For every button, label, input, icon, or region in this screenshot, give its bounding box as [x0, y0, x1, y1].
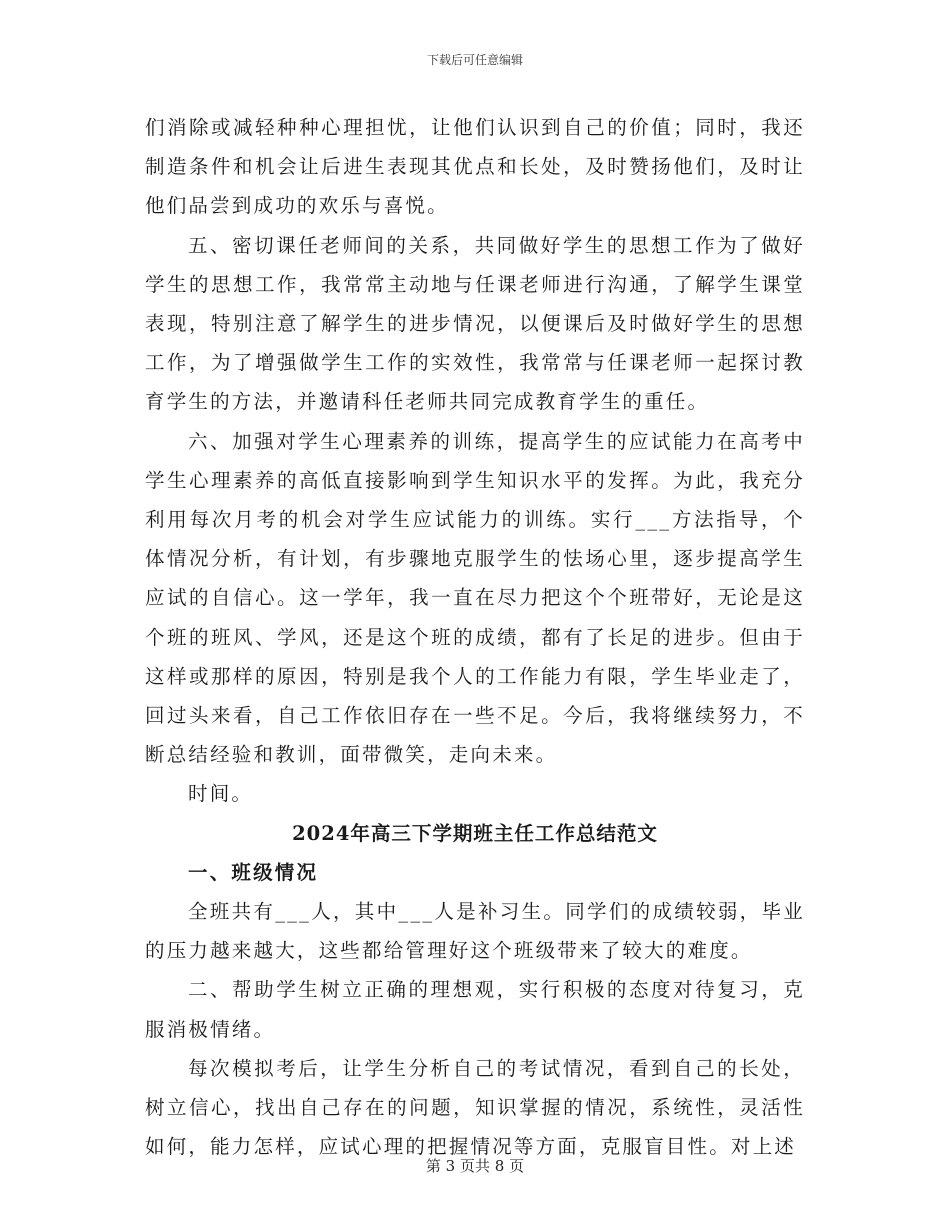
paragraph-continuation: 们消除或减轻种种心理担忧，让他们认识到自己的价值；同时，我还制造条件和机会让后进生表现其优点和长处，及时赞扬他们，及时让他们品尝到成功的欢乐与喜悦。: [145, 116, 805, 218]
document-body: [145, 108, 805, 1166]
page-header: 下载后可任意编辑: [426, 53, 523, 67]
paragraph-section-two: 二、帮助学生树立正确的理想观，实行积极的态度对待复习，克服消极情绪。: [145, 978, 805, 1041]
paragraph-mock-exam: 每次模拟考后，让学生分析自己的考试情况，看到自己的长处，树立信心，找出自己存在的问题，知识掌握的情况，系统性，灵活性如何，能力怎样，应试心理的把握情况等方面，克服盲目性。对上述: [145, 1056, 805, 1159]
document-title: 2024年高三下学期班主任工作总结范文: [292, 821, 658, 845]
paragraph-section-five: 五、密切课任老师间的关系，共同做好学生的思想工作为了做好学生的思想工作，我常常主动地与任课老师进行沟通，了解学生课堂表现，特别注意了解学生的进步情况，以便课后及时做好学生的思想工作，为了增强做学生工作的实效性，我常常与任课老师一起探讨教育学生的方法，并邀请科任老师共同完成教育学生的重任。: [145, 233, 805, 414]
section-heading-class-situation: 一、班级情况: [188, 860, 319, 884]
paragraph-class-info: 全班共有___人，其中___人是补习生。同学们的成绩较弱，毕业的压力越来越大，这些都给管理好这个班级带来了较大的难度。: [145, 900, 805, 963]
paragraph-time: 时间。: [188, 782, 254, 806]
paragraph-section-six: 六、加强对学生心理素养的训练，提高学生的应试能力在高考中学生心理素养的高低直接影响到学生知识水平的发挥。为此，我充分利用每次月考的机会对学生应试能力的训练。实行___方法指导，个体情况分析，有计划，有步骤地克服学生的怯场心里，逐步提高学生应试的自信心。这一学年，我一直在尽力把这个个班带好，无论是这个班的班风、学风，还是这个班的成绩，都有了长足的进步。但由于这样或那样的原因，特别是我个人的工作能力有限，学生毕业走了，回过头来看，自己工作依旧存在一些不足。今后，我将继续努力，不断总结经验和教训，面带微笑，走向未来。: [145, 429, 805, 767]
page-footer: 第 3 页共 8 页: [425, 1157, 525, 1175]
